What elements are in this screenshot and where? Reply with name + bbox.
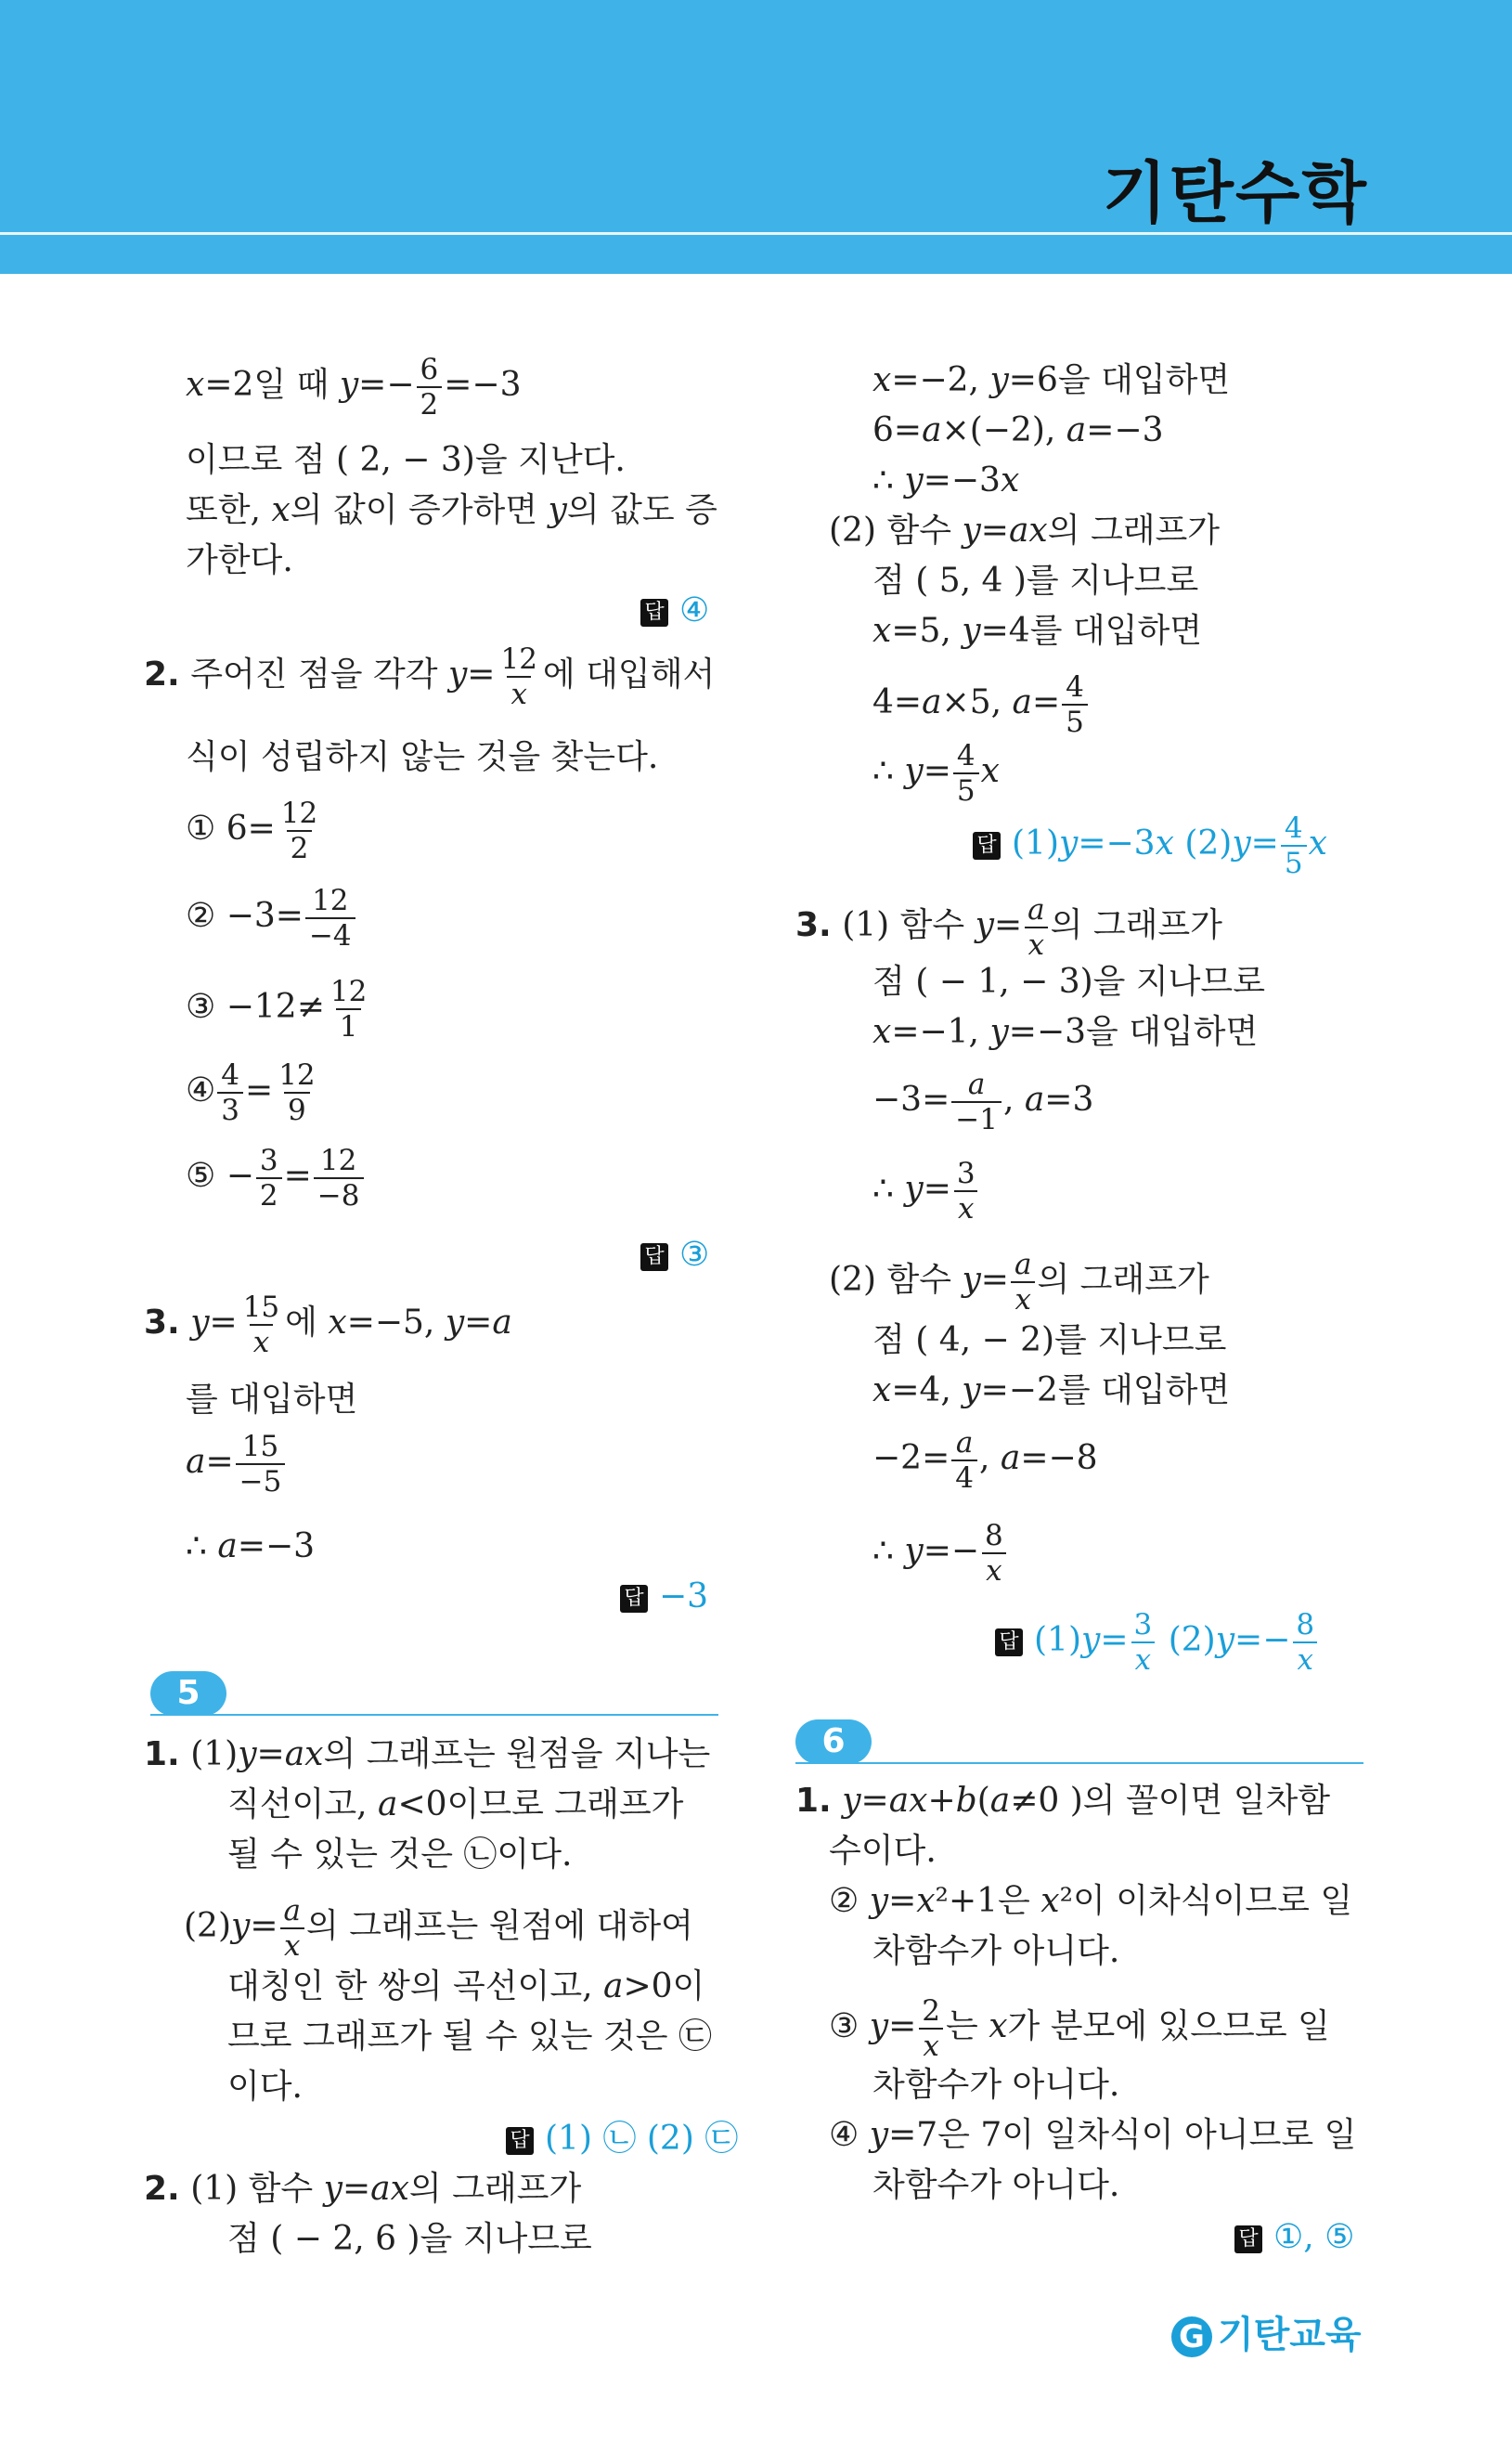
choice-5: ⑤ − $\frac{3}{2}$ = $\frac{12}{-8}$ [186,1144,366,1213]
text-line: 점 ( 4, − 2)를 지나므로 [872,1321,1227,1359]
answer-line: 답 ④ [640,590,709,631]
choice-4: ④ $\frac{4}{3}$ = $\frac{12}{9}$ [186,1058,316,1127]
text-line: 차함수가 아니다. [872,2166,1120,2204]
answer-mark-icon: 답 [640,1243,668,1271]
text-line: x=−1, y=−3을 대입하면 [872,1013,1259,1051]
gitan-logo-icon: G [1171,2316,1212,2357]
text-line: −2= $\frac{a}{4}$ , a=−8 [872,1426,1098,1495]
answer-line: 답 −3 [620,1576,708,1617]
header-banner [0,0,1512,274]
text-line: 4=a×5, a= $\frac{4}{5}$ [872,670,1090,739]
text-line: 점 ( − 2, 6 )을 지나므로 [227,2220,592,2258]
s5-problem-2: 2. (1) 함수 y=ax의 그래프가 [144,2170,582,2208]
text-line: (2) 함수 y= $\frac{a}{x}$ 의 그래프가 [829,1248,1209,1317]
text-line: ③ y= $\frac{2}{x}$ 는 x가 분모에 있으므로 일 [829,1994,1330,2063]
section-rule [150,1714,718,1716]
fraction: $\frac{6}{2}$ [417,353,443,422]
text-line: (2) 함수 y=ax의 그래프가 [829,512,1221,550]
section-rule [795,1762,1363,1764]
text-line: 이다. [227,2068,303,2106]
text-line: 또한, x의 값이 증가하면 y의 값도 증 [186,491,717,529]
text-line: ∴ a=−3 [186,1527,316,1565]
text-line: 될 수 있는 것은 ㉡이다. [227,1836,573,1874]
text-line: 직선이고, a<0이므로 그래프가 [227,1785,684,1823]
footer-logo: G 기탄교육 [1171,2305,1362,2358]
text-line: x=−2, y=6을 대입하면 [872,361,1231,399]
text-line: ② y=x²+1은 x²이 이차식이므로 일 [829,1882,1353,1920]
text-line: ∴ y=−3x [872,461,1020,499]
text-line: 점 ( 5, 4 )를 지나므로 [872,562,1199,600]
text-line: 를 대입하면 [186,1381,358,1419]
answer-line: 답 (1) ㉡ (2) ㉢ [506,2119,738,2160]
answer-mark-icon: 답 [620,1585,648,1613]
answer-mark-icon: 답 [506,2127,534,2155]
answer-mark-icon: 답 [1234,2225,1262,2253]
text-line: 수이다. [829,1832,937,1870]
text-line: 차함수가 아니다. [872,1932,1120,1970]
choice-1: ① 6= $\frac{12}{2}$ [186,797,318,865]
answer-mark-icon: 답 [995,1628,1023,1656]
choice-2: ② −3= $\frac{12}{-4}$ [186,884,357,953]
text-line: ④ y=7은 7이 일차식이 아니므로 일 [829,2116,1357,2154]
text-line: 차함수가 아니다. [872,2066,1120,2104]
text-line: 가한다. [186,541,293,579]
brand-logo: 기탄수학 [1102,154,1368,232]
text-line: 므로 그래프가 될 수 있는 것은 ㉢ [227,2017,712,2056]
answer-mark-icon: 답 [640,599,668,627]
text-line: ∴ y=− $\frac{8}{x}$ [872,1519,1009,1588]
answer-mark-icon: 답 [973,832,1001,860]
text-line: ∴ y= $\frac{4}{5}$ x [872,739,1000,808]
answer-line: 답 (1)y=−3x (2)y= $\frac{4}{5}$ x [973,811,1327,880]
text-line: 이므로 점 ( 2, − 3)을 지난다. [186,441,626,479]
fraction: $\frac{12}{x}$ [500,642,537,711]
text-line: x=2일 때 y=− $\frac{6}{2}$ =−3 [186,353,522,422]
text-line: a= $\frac{15}{-5}$ [186,1430,287,1498]
s5-problem-1: 1. (1)y=ax의 그래프는 원점을 지나는 [144,1735,711,1773]
problem-3: 3. y= $\frac{15}{x}$ 에 x=−5, y=a [144,1291,512,1359]
answer-line: 답 (1)y= $\frac{3}{x}$ (2)y=− $\frac{8}{x}$ [995,1608,1320,1677]
text-line: x=4, y=−2를 대입하면 [872,1371,1231,1409]
text-line: x=5, y=4를 대입하면 [872,612,1203,650]
answer-line: 답 ③ [640,1235,709,1276]
text-line: 6=a×(−2), a=−3 [872,411,1164,449]
text-line: 식이 성립하지 않는 것을 찾는다. [186,738,659,776]
text-line: (2)y= $\frac{a}{x}$ 의 그래프는 원점에 대하여 [184,1894,693,1963]
section-badge-6: 6 [795,1719,872,1764]
text-line: 점 ( − 1, − 3)을 지나므로 [872,963,1265,1001]
text-line: ∴ y= $\frac{3}{x}$ [872,1157,981,1226]
text-line: 대칭인 한 쌍의 곡선이고, a>0이 [227,1967,705,2005]
text-line: −3= $\frac{a}{-1}$ , a=3 [872,1068,1094,1136]
problem-2: 2. 주어진 점을 각각 y= $\frac{12}{x}$ 에 대입해서 [144,642,716,711]
choice-3: ③ −12≠ $\frac{12}{1}$ [186,975,368,1044]
section-badge-5: 5 [150,1671,226,1716]
problem-3-right: 3. (1) 함수 y= $\frac{a}{x}$ 의 그래프가 [795,893,1222,962]
s6-problem-1: 1. y=ax+b(a≠0 )의 꼴이면 일차함 [795,1782,1331,1820]
answer-line: 답 ①, ⑤ [1234,2217,1354,2258]
